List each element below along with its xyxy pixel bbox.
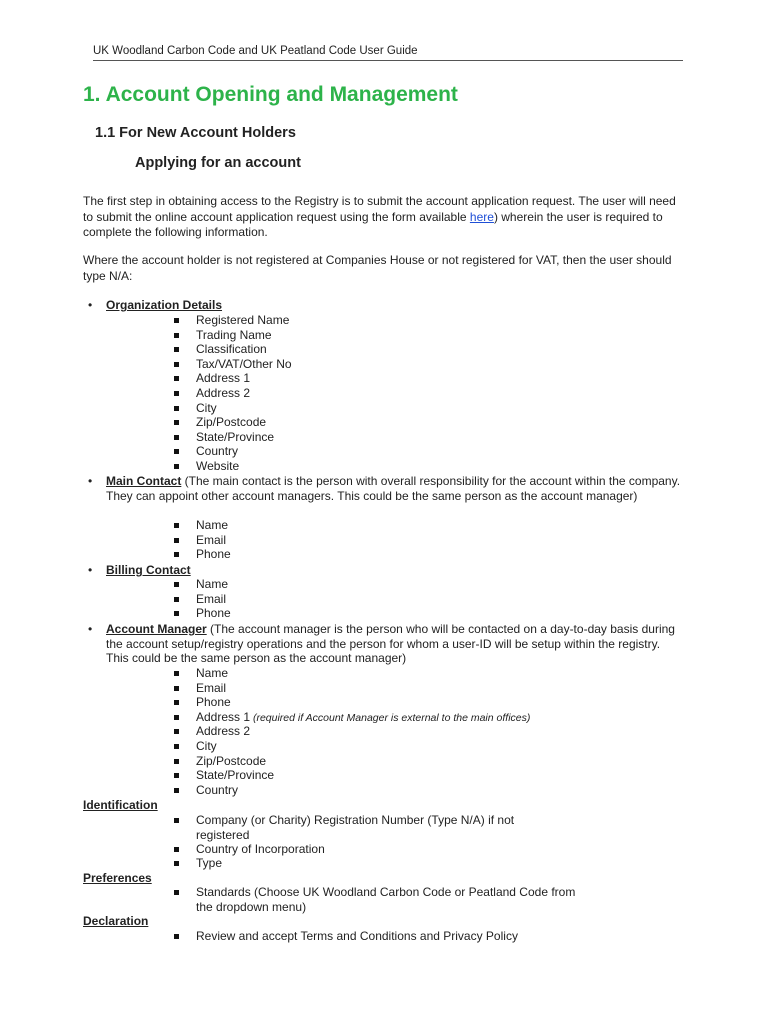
- form-link[interactable]: here: [469, 209, 494, 224]
- square-bullet-icon: [174, 362, 179, 367]
- list-item: State/Province: [196, 768, 275, 783]
- square-bullet-icon: [174, 744, 179, 749]
- square-bullet-icon: [174, 861, 179, 866]
- section-heading: 1.1 For New Account Holders: [95, 125, 296, 141]
- square-bullet-icon: [174, 773, 179, 778]
- square-bullet-icon: [174, 890, 179, 895]
- list-item: Email: [196, 591, 227, 606]
- main-contact-block: [106, 474, 681, 503]
- square-bullet-icon: [174, 552, 179, 557]
- list-item: Tax/VAT/Other No: [196, 356, 292, 371]
- list-item: Registered Name: [196, 313, 290, 327]
- list-item: Country: [196, 782, 239, 797]
- main-contact-title: Main Contact: [106, 474, 182, 488]
- organization-details-title: Organization Details: [106, 298, 223, 312]
- square-bullet-icon: [174, 847, 179, 852]
- list-item: Zip/Postcode: [196, 415, 267, 430]
- list-item: Name: [196, 666, 229, 680]
- main-contact-description: (The main contact is the person with overall responsibility for the account within the company. They can appoint other account managers. This could be the same person as the account manager): [106, 474, 681, 503]
- list-item: Address 2: [196, 724, 251, 739]
- square-bullet-icon: [174, 715, 179, 720]
- square-bullet-icon: [174, 788, 179, 793]
- subsection-heading: Applying for an account: [135, 155, 301, 171]
- list-item: State/Province: [196, 429, 275, 444]
- square-bullet-icon: [174, 597, 179, 602]
- square-bullet-icon: [174, 582, 179, 587]
- square-bullet-icon: [174, 818, 179, 823]
- list-item: Address 2: [196, 386, 251, 400]
- list-item: Name: [196, 577, 229, 591]
- list-item: Trading Name: [196, 327, 272, 342]
- square-bullet-icon: [174, 934, 179, 939]
- list-item: Company (or Charity) Registration Number (Type N/A) if not registered: [196, 813, 515, 842]
- note-paragraph: Where the account holder is not registered at Companies House or not registered for VAT, then the user should type N/A:: [83, 253, 672, 283]
- square-bullet-icon: [174, 671, 179, 676]
- list-item: City: [196, 739, 217, 753]
- square-bullet-icon: [174, 729, 179, 734]
- square-bullet-icon: [174, 523, 179, 528]
- square-bullet-icon: [174, 611, 179, 616]
- list-item: Email: [196, 680, 227, 695]
- identification-title: Identification: [83, 798, 158, 812]
- square-bullet-icon: [174, 538, 179, 543]
- square-bullet-icon: [174, 435, 179, 440]
- list-item: Country: [196, 444, 239, 459]
- running-header: UK Woodland Carbon Code and UK Peatland Code User Guide: [93, 45, 683, 61]
- list-item: Phone: [196, 606, 231, 621]
- list-item: Review and accept Terms and Conditions and Privacy Policy: [196, 929, 518, 943]
- account-manager-block: [106, 622, 684, 666]
- preferences-title: Preferences: [83, 871, 152, 885]
- square-bullet-icon: [174, 759, 179, 764]
- list-item: Standards (Choose UK Woodland Carbon Code or Peatland Code from the dropdown menu): [196, 885, 576, 914]
- list-item: Address 1: [196, 371, 251, 386]
- address-note: (required if Account Manager is external to the main offices): [250, 711, 531, 724]
- list-item: Name: [196, 518, 229, 532]
- account-manager-title: Account Manager: [106, 622, 207, 636]
- intro-paragraph: [83, 194, 681, 241]
- square-bullet-icon: [174, 406, 179, 411]
- square-bullet-icon: [174, 464, 179, 469]
- square-bullet-icon: [174, 347, 179, 352]
- list-item: Email: [196, 532, 227, 547]
- square-bullet-icon: [174, 686, 179, 691]
- square-bullet-icon: [174, 391, 179, 396]
- list-item: Country of Incorporation: [196, 842, 325, 856]
- square-bullet-icon: [174, 449, 179, 454]
- intro-text-2: ) wherein the user is required to complete the following information.: [83, 209, 663, 239]
- bullet-icon: •: [88, 298, 93, 312]
- account-manager-description: (The account manager is the person who will be contacted on a day-to-day basis during the account setup/registry operations and the person for whom a user-ID will be setup within the registry. This could be the same person as the account manager): [106, 622, 675, 666]
- square-bullet-icon: [174, 700, 179, 705]
- list-item: Phone: [196, 695, 231, 710]
- intro-text-1: The first step in obtaining access to the Registry is to submit the account application request. The user will need to submit the online account application request using the form available: [83, 194, 676, 224]
- list-item: Zip/Postcode: [196, 753, 267, 768]
- bullet-icon: •: [88, 474, 93, 488]
- square-bullet-icon: [174, 376, 179, 381]
- list-item: Website: [196, 459, 240, 473]
- bullet-icon: •: [88, 622, 93, 636]
- list-item: Phone: [196, 547, 231, 562]
- page-title: 1. Account Opening and Management: [83, 83, 458, 106]
- list-item: Type: [196, 856, 223, 870]
- square-bullet-icon: [174, 333, 179, 338]
- bullet-icon: •: [88, 563, 93, 577]
- billing-contact-title: Billing Contact: [106, 563, 191, 577]
- list-item: City: [196, 400, 217, 415]
- list-item: Address 1 (required if Account Manager is external to the main offices): [196, 709, 531, 724]
- list-item: Classification: [196, 342, 267, 357]
- square-bullet-icon: [174, 420, 179, 425]
- declaration-title: Declaration: [83, 914, 149, 928]
- square-bullet-icon: [174, 318, 179, 323]
